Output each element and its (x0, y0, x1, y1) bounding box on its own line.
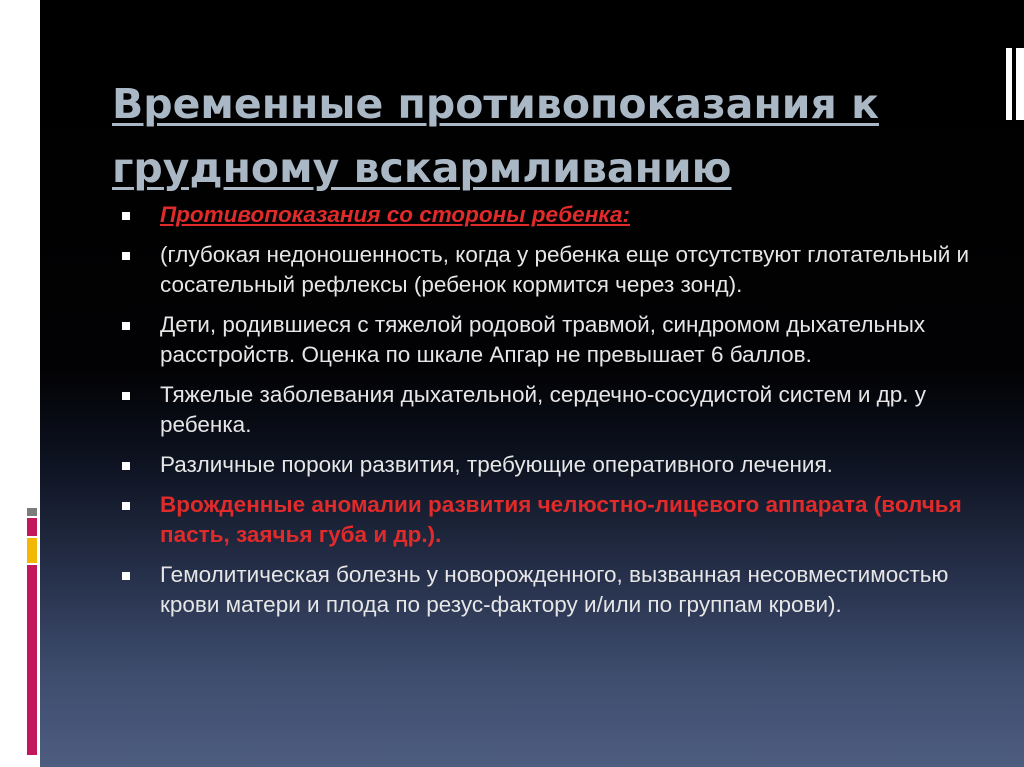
bullet-text: (глубокая недоношенность, когда у ребенка еще отсутствуют глотательный и сосательный рефлексы (ребенок кормится через зонд). (160, 242, 970, 297)
bullet-item (118, 240, 1008, 300)
bullet-marker-icon (122, 252, 130, 260)
bullet-marker-icon (122, 462, 130, 470)
bullet-marker-icon (122, 572, 130, 580)
accent-bar-gray (27, 508, 37, 516)
bullet-item-heading (118, 200, 1008, 230)
slide (40, 0, 1024, 767)
decorative-rect-1 (1006, 48, 1012, 120)
bullet-text: Врожденные аномалии развития челюстно-лицевого аппарата (волчья пасть, заячья губа и др.). (160, 492, 962, 547)
bullet-marker-icon (122, 322, 130, 330)
bullet-list (118, 200, 1008, 630)
bullet-item (118, 450, 1008, 480)
bullet-marker-icon (122, 502, 130, 510)
bullet-marker-icon (122, 212, 130, 220)
bullet-item-highlighted (118, 490, 1008, 550)
slide-title: Временные противопоказания к грудному вскармливанию (112, 80, 879, 192)
left-margin-strip (0, 0, 40, 767)
bullet-text: Противопоказания со стороны ребенка: (160, 202, 630, 227)
bullet-text: Гемолитическая болезнь у новорожденного, вызванная несовместимостью крови матери и плода по резус-фактору и/или по группам крови). (160, 562, 949, 617)
bullet-item (118, 560, 1008, 620)
bullet-text: Дети, родившиеся с тяжелой родовой травмой, синдромом дыхательных расстройств. Оценка по шкале Апгар не превышает 6 баллов. (160, 312, 926, 367)
accent-bar-pink-main (27, 565, 37, 755)
bullet-item (118, 380, 1008, 440)
bullet-text: Различные пороки развития, требующие оперативного лечения. (160, 452, 833, 477)
bullet-marker-icon (122, 392, 130, 400)
bullet-text: Тяжелые заболевания дыхательной, сердечно-сосудистой систем и др. у ребенка. (160, 382, 927, 437)
accent-bar-yellow (27, 538, 37, 563)
bullet-item (118, 310, 1008, 370)
accent-bar-pink-top (27, 518, 37, 536)
